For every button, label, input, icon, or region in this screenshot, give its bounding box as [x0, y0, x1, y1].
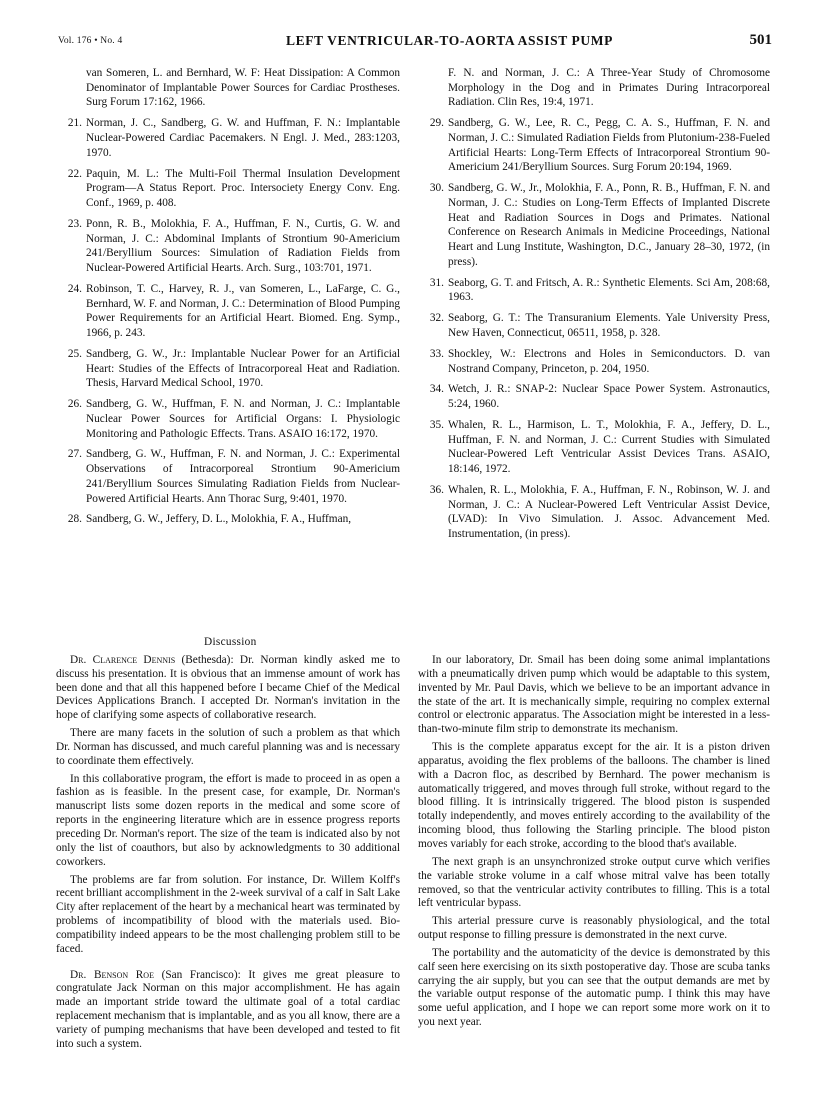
reference-item: 24. Robinson, T. C., Harvey, R. J., van Someren, L., LaFarge, C. G., Bernhard, W. F. and Norman, J. C.: Determination of Blood Pumping Power Requirements for an Artificial Heart. Biomed. Eng. Symp., 1966, p. 243. [67, 282, 400, 339]
discussion-paragraph: There are many facets in the solution of such a problem as that which Dr. Norman has discussed, and much careful planning was and is necessary to coordinate them effectively. [56, 727, 400, 767]
discussion-paragraph: The portability and the automaticity of the device is demonstrated by this calf seen here exercising on its sixth postoperative day. Those are scuba tanks carrying the air supply, but you can see that the output demands are met by the variable output response of the automatic pump. I think this may have some ueful application, and I hope we can report some more work on it to you next year. [418, 946, 770, 1029]
discussion-paragraph: The next graph is an unsynchronized stroke output curve which verifies the variable stroke volume in a calf whose mitral valve has been totally removed, so that the ventricular activity contributes to filling. This is a total left ventricular bypass. [418, 855, 770, 910]
discussion-paragraph: Dr. Clarence Dennis (Bethesda): Dr. Norman kindly asked me to discuss his presentation. It is obvious that an immense amount of work has been done and that all this happened before I became Chief of the Medical Devices Applications Branch. I accepted Dr. Norman's invitation in the hope of clarifying some aspects of collaborative research. [56, 653, 400, 722]
discussion-left-column [56, 636, 400, 1056]
reference-item: 23. Ponn, R. B., Molokhia, F. A., Huffman, F. N., Curtis, G. W. and Norman, J. C.: Abdominal Implants of Strontium 90-Americium 241/Beryllium Sources: Simulation of Radiation Fields from Nuclear-Powered Artificial Hearts. Arch. Surg., 103:701, 1971. [67, 217, 400, 274]
running-title: LEFT VENTRICULAR-TO-AORTA ASSIST PUMP [286, 33, 613, 48]
references-left-column [56, 66, 400, 533]
reference-item: 29. Sandberg, G. W., Lee, R. C., Pegg, C. A. S., Huffman, F. N. and Norman, J. C.: Simulated Radiation Fields from Plutonium-238-Fueled Artificial Hearts: Long-Term Effects of Intracorporeal Strontium 90-Americium 241/Beryllium Sources. Surg Forum 20:194, 1969. [429, 117, 770, 174]
reference-item: 28. Sandberg, G. W., Jeffery, D. L., Molokhia, F. A., Huffman, [67, 513, 352, 526]
reference-item: 30. Sandberg, G. W., Jr., Molokhia, F. A., Ponn, R. B., Huffman, F. N. and Norman, J. C.: Studies on Long-Term Effects of Implanted Discrete Heat and Radiation Sources in Dogs and Primates. National Conference on Research Animals in Medicine Proceedings, National Heart and Lung Institute, Washington, D.C., January 28–30, 1972, (in press). [429, 182, 770, 268]
discussion-paragraph: In our laboratory, Dr. Smail has been doing some animal implantations with a pneumatically driven pump which would be adaptable to this system, invented by Mr. Paul Davis, which we believe to be an important advance in the state of the art. It is mechanically simple, requiring no complex external control or electronic apparatus. The Association might be interested in a less-than-two-minute film strip to demonstrate its mechanism. [418, 654, 770, 736]
discussion-paragraph: The problems are far from solution. For instance, Dr. Willem Kolff's recent brilliant accomplishment in the 2-week survival of a calf in Salt Lake City after replacement of the heart by a mechanical heart was terminated by problems of incompatibility of blood with the materials used. Bio-compatibility indeed appears to be the most challenging problem still to be faced. [56, 873, 400, 955]
running-header [58, 32, 772, 52]
discussion-heading: Discussion [204, 636, 257, 648]
reference-item: 33. Shockley, W.: Electrons and Holes in Semiconductors. D. van Nostrand Company, Princeton, p. 204, 1950. [429, 347, 770, 375]
reference-item: 21. Norman, J. C., Sandberg, G. W. and Huffman, F. N.: Implantable Nuclear-Powered Cardiac Pacemakers. N Engl. J. Med., 283:1203, 1970. [67, 117, 400, 159]
speaker-name: Dr. Clarence Dennis [70, 653, 176, 666]
volume-issue: Vol. 176 • No. 4 [58, 36, 123, 46]
discussion-paragraph: This is the complete apparatus except for the air. It is a piston driven apparatus, avoiding the flex problems of the balloons. The chamber is lined with a Dacron floc, as described by Bernhard. The power mechanism is automatically triggered, and moves through full stroke, without regard to the blood filling. It is intrinsically triggered. The blood piston is suspended totally independently, and moves entirely according to the availability of the incoming blood, thus following the Starling principle. The blood piston moves variably for each stroke, according to the blood that's available. [418, 741, 770, 850]
reference-item: 36. Whalen, R. L., Molokhia, F. A., Huffman, F. N., Robinson, W. J. and Norman, J. C.: A Nuclear-Powered Left Ventricular Assist Device, (LVAD): In Vivo Simulation. J. Assoc. Advancement Med. Instrumentation, (in press). [429, 484, 770, 541]
page-number: 501 [749, 32, 772, 48]
speaker-name: Dr. Benson Roe [70, 968, 154, 981]
reference-item: 34. Wetch, J. R.: SNAP-2: Nuclear Space Power System. Astronautics, 5:24, 1960. [429, 383, 770, 411]
reference-item: 26. Sandberg, G. W., Huffman, F. N. and Norman, J. C.: Implantable Nuclear Power Sources for Artificial Organs: I. Physiologic Monitoring and Pathologic Effects. Trans. ASAIO 16:172, 1970. [67, 398, 400, 440]
discussion-paragraph: Dr. Benson Roe (San Francisco): It gives me great pleasure to congratulate Jack Norman on this major accomplishment. He has again made an important stride toward the ultimate goal of a total cardiac replacement mechanism that is implantable, and as you all know, there are a variety of pumping mechanisms that have been developed and tested to fit into such a system. [56, 968, 400, 1050]
reference-item: 35. Whalen, R. L., Harmison, L. T., Molokhia, F. A., Jeffery, D. L., Huffman, F. N. and Norman, J. C.: Current Studies with Simulated Nuclear-Powered Left Ventricular Assist Devices Trans. ASAIO, 18:146, 1972. [429, 419, 770, 476]
reference-item: 31. Seaborg, G. T. and Fritsch, A. R.: Synthetic Elements. Sci Am, 208:68, 1963. [429, 276, 770, 304]
reference-item: 32. Seaborg, G. T.: The Transuranium Elements. Yale University Press, New Haven, Connecticut, 06511, 1958, p. 328. [429, 312, 770, 339]
reference-item: 25. Sandberg, G. W., Jr.: Implantable Nuclear Power for an Artificial Heart: Studies of the Effects of Intracorporeal Heat and Radiation. Thesis, Harvard Medical School, 1970. [67, 347, 400, 390]
reference-item: van Someren, L. and Bernhard, W. F: Heat Dissipation: A Common Denominator of Implantable Power Sources for Cardiac Prostheses. Surg Forum 17:162, 1966. [86, 67, 400, 109]
reference-item: F. N. and Norman, J. C.: A Three-Year Study of Chromosome Morphology in the Dog and in Primates During Intracorporeal Radiation. Clin Res, 19:4, 1971. [448, 67, 770, 109]
reference-item: 22. Paquin, M. L.: The Multi-Foil Thermal Insulation Development Program—A Status Report. Proc. Intersociety Energy Conv. Eng. Conf., 1969, p. 408. [67, 167, 400, 209]
discussion-right-column [418, 654, 770, 1034]
references-right-column [418, 66, 770, 548]
discussion-paragraph: This arterial pressure curve is reasonably physiological, and the total output response to filling pressure is demonstrated in the next curve. [418, 915, 770, 942]
reference-item: 27. Sandberg, G. W., Huffman, F. N. and Norman, J. C.: Experimental Observations of Intracorporeal Strontium 90-Americium 241/Beryllium Sources Simulating Radiation Fields from Nuclear-Powered Artificial Hearts. Ann Thorac Surg, 9:401, 1970. [67, 448, 400, 505]
discussion-paragraph: In this collaborative program, the effort is made to proceed in as open a fashion as is feasible. In the present case, for example, Dr. Norman's manuscript lists some dozen reports in the medical and some score of reports in the engineering literature which are in essence progress reports preceding Dr. Norman's report. The size of the team is indicated also by not only the list of coauthors, but also by acknowledgments to 30 additional coworkers. [56, 772, 400, 868]
